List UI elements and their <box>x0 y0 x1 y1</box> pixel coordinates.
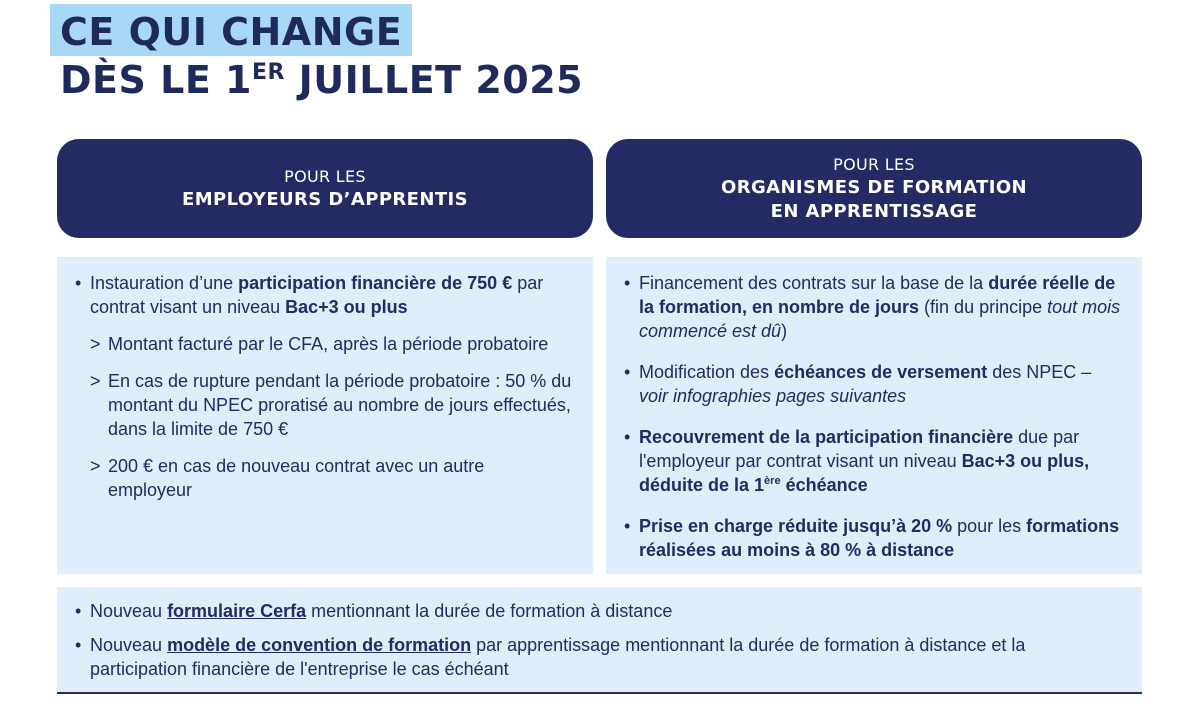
header-training-orgs-small: POUR LES <box>833 154 915 174</box>
header-employers-title: EMPLOYEURS D’APPRENTIS <box>182 188 468 210</box>
bold-text: échéances de versement <box>774 362 988 382</box>
bullet-icon: • <box>624 273 631 293</box>
superscript: ère <box>764 475 781 487</box>
text: Financement des contrats sur la base de la <box>639 273 989 293</box>
text: ) <box>781 321 788 341</box>
italic-text: tout mois commencé est dû <box>639 297 1121 341</box>
header-training-orgs <box>606 139 1142 238</box>
title-line-2-prefix: DÈS LE 1 <box>60 58 252 102</box>
text: Nouveau <box>90 635 168 655</box>
text: 200 € en cas de nouveau contrat avec un autre employeur <box>108 456 485 500</box>
italic-text: – voir infographies pages suivantes <box>639 362 1092 406</box>
list-item-recovery <box>624 425 1124 497</box>
text: Nouveau <box>90 601 168 621</box>
list-item-participation <box>75 271 573 319</box>
text: due par l'employeur par contrat visant un niveau <box>639 427 1080 471</box>
bold-text: échéance <box>780 475 868 495</box>
title-line-2-sup: ER <box>251 60 285 85</box>
bullet-icon: • <box>75 601 82 621</box>
sub-item-rupture <box>75 369 573 441</box>
title-line-2-suffix: JUILLET 2025 <box>284 58 584 102</box>
header-employers-small: POUR LES <box>284 166 366 186</box>
text: des NPEC <box>987 362 1082 382</box>
bullet-icon: • <box>624 516 631 536</box>
bullet-icon: • <box>75 273 82 293</box>
list-item-reduced-coverage <box>624 514 1124 562</box>
arrow-icon: > <box>90 371 101 391</box>
arrow-icon: > <box>90 334 101 354</box>
title-line-2 <box>60 58 583 102</box>
sub-item-invoicing <box>75 332 573 356</box>
arrow-icon: > <box>90 456 101 476</box>
sub-item-new-contract <box>75 454 573 502</box>
bold-text: formations réalisées au moins à 80 % à distance <box>639 516 1120 560</box>
header-training-orgs-title-1: ORGANISMES DE FORMATION <box>721 176 1027 198</box>
bold-text: Recouvrement de la participation financière <box>639 427 1014 447</box>
bold-text: Bac+3 ou plus <box>285 297 408 317</box>
common-changes-panel <box>57 587 1142 694</box>
list-item-convention <box>75 633 1126 681</box>
text: par contrat visant un niveau <box>90 273 544 317</box>
training-orgs-panel <box>606 257 1142 574</box>
employers-panel <box>57 257 593 574</box>
convention-model-link[interactable]: modèle de convention de formation <box>167 635 472 655</box>
bullet-icon: • <box>624 362 631 382</box>
text: Montant facturé par le CFA, après la période probatoire <box>108 334 549 354</box>
text: pour les <box>952 516 1027 536</box>
text: mentionnant la durée de formation à distance <box>306 601 673 621</box>
bold-text: Prise en charge réduite jusqu’à 20 % <box>639 516 953 536</box>
bold-text: durée réelle de la formation, en nombre de jours <box>639 273 1116 317</box>
text: par apprentissage mentionnant la durée de formation à distance et la participation financière de l'entreprise le cas échéant <box>90 635 1026 679</box>
text: Modification des <box>639 362 775 382</box>
text: En cas de rupture pendant la période probatoire : 50 % du montant du NPEC proratisé au nombre de jours effectués, dans la limite de 750 € <box>108 371 572 439</box>
text: (fin du principe <box>919 297 1048 317</box>
header-training-orgs-title-2: EN APPRENTISSAGE <box>770 200 978 222</box>
bullet-icon: • <box>624 427 631 447</box>
text: Instauration d’une <box>90 273 239 293</box>
list-item-cerfa <box>75 599 1126 623</box>
title-line-1: CE QUI CHANGE <box>50 4 412 56</box>
bold-text: Bac+3 ou plus, déduite de la 1 <box>639 451 1090 495</box>
bullet-icon: • <box>75 635 82 655</box>
cerfa-form-link[interactable]: formulaire Cerfa <box>167 601 307 621</box>
bold-text: participation financière de 750 € <box>238 273 513 293</box>
list-item-payment-schedule <box>624 360 1124 408</box>
header-employers <box>57 139 593 238</box>
list-item-financing <box>624 271 1124 343</box>
